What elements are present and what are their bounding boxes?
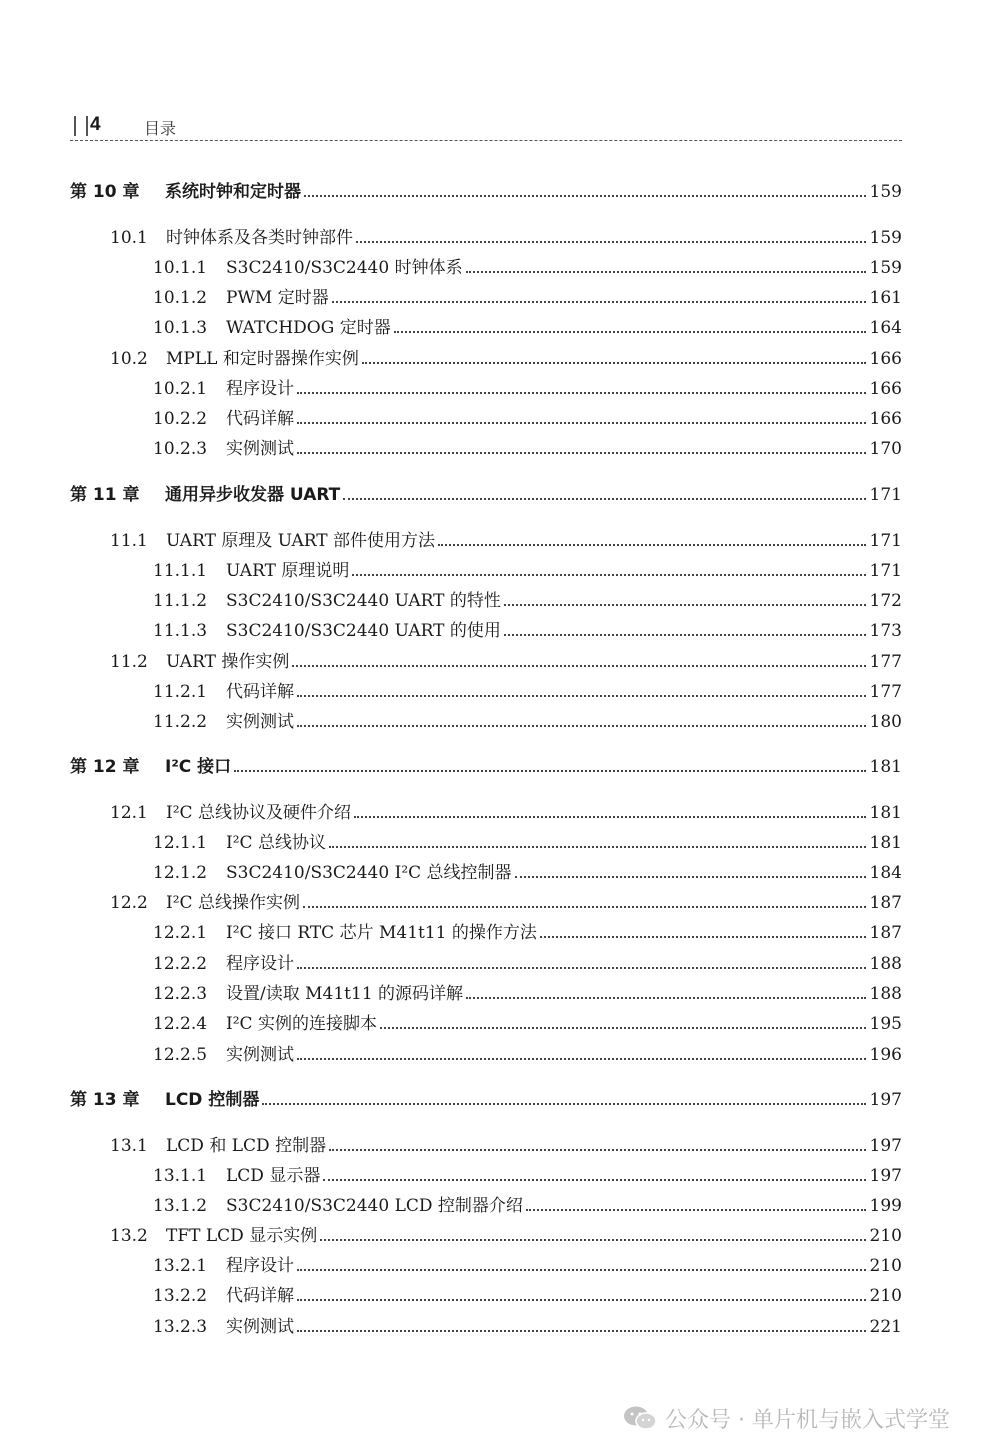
toc-leader-dots	[320, 1239, 865, 1241]
toc-chapter-entry	[70, 480, 902, 506]
toc-entry-number: 11.2.2	[153, 712, 208, 732]
toc-chapter-entry	[70, 752, 902, 778]
toc-leader-dots	[297, 1269, 866, 1271]
toc-leader-dots	[515, 876, 866, 878]
toc-leader-dots	[303, 906, 866, 908]
toc-subsection-entry	[153, 828, 902, 854]
toc-entry-number: 11.1.3	[153, 621, 208, 641]
toc-entry-number: 13.1	[110, 1136, 148, 1156]
toc-entry-title: 代码详解	[226, 1286, 294, 1306]
toc-entry-page: 188	[869, 954, 902, 974]
toc-leader-dots	[297, 695, 866, 697]
toc-entry-page: 159	[869, 258, 902, 278]
toc-entry-page: 184	[869, 863, 902, 883]
toc-entry-page: 210	[869, 1226, 902, 1246]
toc-leader-dots	[356, 241, 866, 243]
toc-entry-title: 程序设计	[226, 954, 294, 974]
toc-subsection-entry	[153, 556, 902, 582]
toc-subsection-entry	[153, 283, 902, 309]
toc-entry-number: 12.2.1	[153, 923, 208, 943]
toc-leader-dots	[297, 967, 866, 969]
header-bar-decoration	[74, 116, 88, 136]
toc-entry-title: 实例测试	[226, 1045, 294, 1065]
toc-entry-page: 173	[869, 621, 902, 641]
toc-entry-page: 177	[869, 652, 902, 672]
toc-entry-page: 197	[869, 1166, 902, 1186]
toc-entry-page: 172	[869, 591, 902, 611]
toc-entry-page: 164	[869, 318, 902, 338]
toc-entry-number: 13.2.3	[153, 1317, 208, 1337]
toc-entry-title: S3C2410/S3C2440 LCD 控制器介绍	[226, 1196, 523, 1216]
toc-section-entry	[110, 647, 902, 673]
toc-subsection-entry	[153, 1281, 902, 1307]
toc-leader-dots	[362, 362, 866, 364]
toc-entry-title: I²C 实例的连接脚本	[226, 1014, 377, 1034]
watermark-text: 公众号 · 单片机与嵌入式学堂	[665, 1407, 950, 1433]
toc-entry-number: 11.2.1	[153, 682, 208, 702]
toc-entry-title: S3C2410/S3C2440 I²C 总线控制器	[226, 863, 512, 883]
toc-subsection-entry	[153, 253, 902, 279]
toc-leader-dots	[526, 1209, 866, 1211]
toc-entry-number: 11.1	[110, 531, 148, 551]
toc-entry-title: 系统时钟和定时器	[165, 182, 301, 202]
toc-entry-page: 181	[869, 833, 902, 853]
toc-entry-number: 11.2	[110, 652, 148, 672]
toc-entry-page: 187	[869, 923, 902, 943]
toc-section-entry	[110, 798, 902, 824]
toc-entry-page: 170	[869, 439, 902, 459]
page-header	[70, 112, 902, 141]
toc-leader-dots	[297, 1058, 866, 1060]
toc-entry-page: 166	[869, 409, 902, 429]
toc-entry-page: 161	[869, 288, 902, 308]
toc-entry-number: 12.2.5	[153, 1045, 208, 1065]
toc-entry-number: 12.1.2	[153, 863, 208, 883]
toc-leader-dots	[466, 997, 866, 999]
toc-leader-dots	[352, 574, 865, 576]
toc-entry-title: 通用异步收发器 UART	[165, 485, 341, 505]
toc-entry-number: 10.2	[110, 349, 148, 369]
toc-leader-dots	[262, 1103, 865, 1105]
toc-entry-page: 187	[869, 893, 902, 913]
toc-chapter-entry	[70, 177, 902, 203]
toc-entry-title: 设置/读取 M41t11 的源码详解	[226, 984, 464, 1004]
toc-section-entry	[110, 223, 902, 249]
toc-leader-dots	[504, 604, 866, 606]
toc-section-entry	[110, 526, 902, 552]
toc-entry-page: 221	[869, 1317, 902, 1337]
toc-entry-title: I²C 接口	[165, 757, 232, 777]
toc-subsection-entry	[153, 918, 902, 944]
toc-entry-title: I²C 接口 RTC 芯片 M41t11 的操作方法	[226, 923, 537, 943]
toc-leader-dots	[354, 816, 866, 818]
toc-entry-number: 12.2.4	[153, 1014, 208, 1034]
toc-entry-title: S3C2410/S3C2440 时钟体系	[226, 258, 463, 278]
toc-leader-dots	[297, 452, 866, 454]
toc-entry-number: 10.1	[110, 228, 148, 248]
toc-subsection-entry	[153, 586, 902, 612]
toc-leader-dots	[332, 301, 866, 303]
toc-leader-dots	[292, 665, 865, 667]
toc-leader-dots	[297, 1299, 866, 1301]
toc-entry-number: 12.2.2	[153, 954, 208, 974]
toc-entry-number: 10.1.3	[153, 318, 208, 338]
toc-section-entry	[110, 344, 902, 370]
toc-subsection-entry	[153, 404, 902, 430]
toc-entry-number: 12.2.3	[153, 984, 208, 1004]
toc-entry-title: UART 操作实例	[166, 652, 290, 672]
toc-entry-title: TFT LCD 显示实例	[166, 1226, 318, 1246]
toc-subsection-entry	[153, 434, 902, 460]
toc-entry-page: 196	[869, 1045, 902, 1065]
toc-entry-page: 159	[869, 228, 902, 248]
toc-entry-page: 210	[869, 1286, 902, 1306]
toc-leader-dots	[297, 422, 866, 424]
toc-leader-dots	[438, 544, 865, 546]
toc-entry-number: 10.2.3	[153, 439, 208, 459]
toc-subsection-entry	[153, 707, 902, 733]
toc-entry-page: 159	[869, 182, 902, 202]
page-title: 目录	[144, 119, 177, 138]
toc-entry-page: 197	[869, 1136, 902, 1156]
toc-entry-page: 171	[869, 531, 902, 551]
toc-entry-page: 177	[869, 682, 902, 702]
toc-leader-dots	[297, 1330, 866, 1332]
toc-leader-dots	[343, 498, 865, 500]
toc-entry-title: S3C2410/S3C2440 UART 的特性	[226, 591, 501, 611]
toc-leader-dots	[323, 1179, 865, 1181]
toc-entry-page: 188	[869, 984, 902, 1004]
toc-subsection-entry	[153, 374, 902, 400]
toc-entry-number: 第 11 章	[70, 485, 140, 505]
toc-entry-title: 程序设计	[226, 1256, 294, 1276]
toc-entry-page: 210	[869, 1256, 902, 1276]
toc-entry-number: 13.2.2	[153, 1286, 208, 1306]
toc-entry-page: 180	[869, 712, 902, 732]
toc-entry-page: 181	[869, 803, 902, 823]
toc-entry-title: I²C 总线协议及硬件介绍	[166, 803, 351, 823]
toc-entry-page: 199	[869, 1196, 902, 1216]
page-number: 4	[90, 114, 101, 135]
toc-entry-title: 程序设计	[226, 379, 294, 399]
toc-entry-title: I²C 总线操作实例	[166, 893, 300, 913]
toc-entry-number: 第 10 章	[70, 182, 140, 202]
toc-entry-number: 11.1.2	[153, 591, 208, 611]
toc-entry-title: MPLL 和定时器操作实例	[166, 349, 359, 369]
toc-entry-number: 13.1.1	[153, 1166, 208, 1186]
toc-entry-title: UART 原理及 UART 部件使用方法	[166, 531, 436, 551]
toc-entry-title: LCD 控制器	[165, 1090, 260, 1110]
toc-entry-page: 195	[869, 1014, 902, 1034]
watermark	[623, 1400, 950, 1436]
toc-entry-number: 13.2.1	[153, 1256, 208, 1276]
toc-leader-dots	[329, 1149, 865, 1151]
toc-leader-dots	[466, 271, 866, 273]
toc-subsection-entry	[153, 858, 902, 884]
toc-entry-title: 实例测试	[226, 439, 294, 459]
toc-entry-title: 时钟体系及各类时钟部件	[166, 228, 353, 248]
toc-subsection-entry	[153, 616, 902, 642]
toc-entry-title: PWM 定时器	[226, 288, 329, 308]
toc-entry-title: WATCHDOG 定时器	[226, 318, 391, 338]
toc-subsection-entry	[153, 1009, 902, 1035]
toc-leader-dots	[297, 725, 866, 727]
toc-entry-title: S3C2410/S3C2440 UART 的使用	[226, 621, 501, 641]
toc-entry-page: 166	[869, 379, 902, 399]
toc-leader-dots	[329, 846, 866, 848]
toc-entry-number: 12.1	[110, 803, 148, 823]
toc-subsection-entry	[153, 1040, 902, 1066]
toc-subsection-entry	[153, 979, 902, 1005]
toc-subsection-entry	[153, 1161, 902, 1187]
toc-subsection-entry	[153, 677, 902, 703]
toc-entry-number: 第 13 章	[70, 1090, 140, 1110]
toc-subsection-entry	[153, 1191, 902, 1217]
toc-entry-number: 12.2	[110, 893, 148, 913]
toc-entry-number: 10.2.2	[153, 409, 208, 429]
toc-entry-number: 10.1.1	[153, 258, 208, 278]
toc-leader-dots	[304, 195, 866, 197]
toc-entry-page: 171	[869, 561, 902, 581]
toc-leader-dots	[234, 770, 865, 772]
toc-entry-number: 13.1.2	[153, 1196, 208, 1216]
toc-entry-title: 实例测试	[226, 1317, 294, 1337]
toc-leader-dots	[297, 392, 866, 394]
toc-chapter-entry	[70, 1085, 902, 1111]
toc-entry-number: 10.2.1	[153, 379, 208, 399]
toc-entry-number: 11.1.1	[153, 561, 208, 581]
toc-entry-number: 10.1.2	[153, 288, 208, 308]
toc-entry-number: 13.2	[110, 1226, 148, 1246]
toc-subsection-entry	[153, 949, 902, 975]
toc-leader-dots	[540, 936, 866, 938]
toc-subsection-entry	[153, 1312, 902, 1338]
toc-entry-title: I²C 总线协议	[226, 833, 326, 853]
toc-entry-title: 实例测试	[226, 712, 294, 732]
toc-entry-number: 第 12 章	[70, 757, 140, 777]
toc-section-entry	[110, 1131, 902, 1157]
toc-entry-title: LCD 显示器	[226, 1166, 321, 1186]
toc-subsection-entry	[153, 1251, 902, 1277]
toc-leader-dots	[504, 634, 866, 636]
toc-leader-dots	[380, 1027, 866, 1029]
toc-entry-title: LCD 和 LCD 控制器	[166, 1136, 327, 1156]
toc-section-entry	[110, 888, 902, 914]
toc-entry-title: UART 原理说明	[226, 561, 350, 581]
toc-entry-page: 166	[869, 349, 902, 369]
toc-entry-page: 197	[869, 1090, 902, 1110]
toc-subsection-entry	[153, 313, 902, 339]
toc-entry-page: 181	[869, 757, 902, 777]
toc-leader-dots	[394, 331, 866, 333]
wechat-icon	[623, 1405, 657, 1431]
toc-section-entry	[110, 1221, 902, 1247]
toc-entry-page: 171	[869, 485, 902, 505]
toc-entry-title: 代码详解	[226, 682, 294, 702]
toc-entry-number: 12.1.1	[153, 833, 208, 853]
toc-entry-title: 代码详解	[226, 409, 294, 429]
